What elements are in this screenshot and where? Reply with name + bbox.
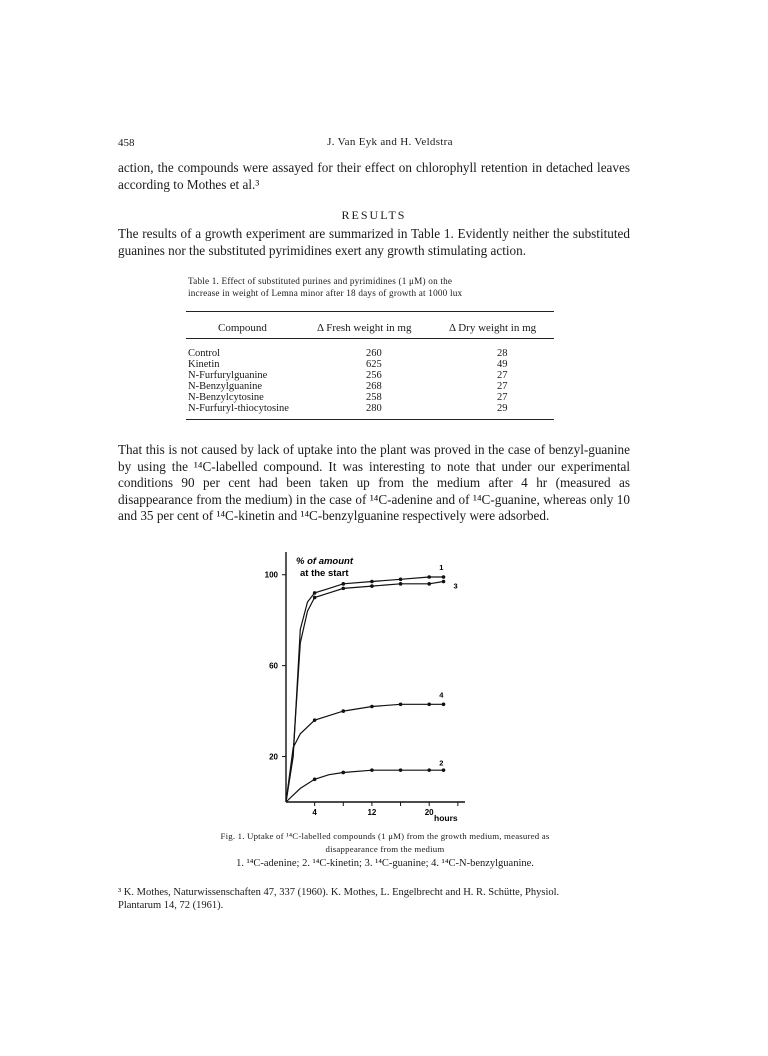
table-cell: 28 [497, 348, 508, 359]
y-tick-label: 60 [269, 661, 278, 671]
table-header-dry: Δ Dry weight in mg [449, 322, 537, 334]
table-cell: 280 [366, 403, 382, 415]
x-tick-label: 4 [312, 808, 317, 817]
table-caption-line: Table 1. Effect of substituted purines and pyrimidines (1 μM) on the [188, 276, 453, 286]
series-line-2 [286, 770, 444, 802]
data-point-1 [341, 582, 345, 586]
figure-legend: 1. ¹⁴C-adenine; 2. ¹⁴C-kinetin; 3. ¹⁴C-guanine; 4. ¹⁴C-N-benzylguanine. [236, 858, 534, 869]
figure-caption-line: Fig. 1. Uptake of ¹⁴C-labelled compounds (1 μM) from the growth medium, measured as [220, 831, 550, 841]
figure-caption [120, 830, 650, 855]
data-point-4 [399, 702, 403, 706]
table-cell: N-Benzylcytosine [188, 392, 264, 404]
table-cell: 256 [366, 370, 382, 382]
y-tick-label: 100 [264, 570, 278, 580]
series-label-3: 3 [453, 581, 458, 591]
table-cell: 27 [497, 392, 508, 404]
table-cell: N-Furfuryl-thiocytosine [188, 403, 289, 415]
data-point-1 [442, 575, 446, 579]
table-cell: 49 [497, 359, 508, 371]
figure-ylabel-line2: at the start [300, 568, 349, 579]
table-cell: 268 [366, 381, 382, 393]
paragraph-intro: action, the compounds were assayed for their effect on chlorophyll retention in detached leaves according to Mothes et al.³ [118, 160, 630, 192]
running-head: J. Van Eyk and H. Veldstra [327, 136, 453, 148]
table-rule-mid [186, 338, 554, 339]
table-header-fresh: Δ Fresh weight in mg [317, 322, 412, 334]
data-point-1 [313, 591, 317, 595]
table-cell: Kinetin [188, 359, 220, 371]
figure-uptake-chart [240, 548, 500, 828]
data-point-3 [427, 582, 431, 586]
table-rule-top [186, 311, 554, 312]
data-point-3 [341, 587, 345, 591]
x-tick-label: 20 [424, 808, 434, 817]
series-line-1 [286, 577, 444, 802]
data-point-3 [370, 584, 374, 588]
table-cell: 260 [366, 348, 382, 359]
footnote-line: ³ K. Mothes, Naturwissenschaften 47, 337 (1960). K. Mothes, L. Engelbrecht and H. R. Schütte, Physiol. [118, 887, 560, 898]
footnote [118, 886, 638, 912]
data-point-4 [313, 718, 317, 722]
data-point-3 [313, 596, 317, 600]
data-point-2 [427, 768, 431, 772]
table-cell: N-Furfurylguanine [188, 370, 268, 382]
data-point-1 [427, 575, 431, 579]
figure-caption-line: disappearance from the medium [325, 843, 445, 854]
table-rule-bottom [186, 419, 554, 420]
table-cell: N-Benzylguanine [188, 381, 263, 393]
data-point-4 [341, 709, 345, 713]
data-point-2 [442, 768, 446, 772]
data-point-1 [370, 580, 374, 584]
paragraph-uptake: That this is not caused by lack of uptake into the plant was proved in the case of benzyl-guanine by using the ¹⁴C-labelled compound. It was interesting to note that under our experimental conditions 90 per cent had been taken up from the medium after 4 hr (measured as disappearance from the medium) in the case of ¹⁴C-adenine and of ¹⁴C-guanine, whereas only 10 and 35 per cent of ¹⁴C-kinetin and ¹⁴C-benzylguanine respectively were adsorbed. [118, 442, 630, 523]
table-column-dry [497, 348, 508, 415]
data-point-2 [341, 771, 345, 775]
data-point-1 [399, 577, 403, 581]
figure-xunit: hours [434, 813, 458, 823]
paragraph-results: The results of a growth experiment are summarized in Table 1. Evidently neither the substituted guanines nor the substituted pyrimidines exert any growth stimulating action. [118, 226, 630, 258]
table-column-fresh [366, 348, 382, 415]
data-point-2 [313, 777, 317, 781]
data-point-3 [399, 582, 403, 586]
series-line-4 [286, 704, 444, 802]
series-label-2: 2 [439, 758, 444, 768]
footnote-line: Plantarum 14, 72 (1961). [118, 900, 224, 911]
table-cell: Control [188, 348, 221, 359]
series-label-1: 1 [439, 563, 444, 573]
chart-plot-area [265, 552, 465, 817]
section-heading: RESULTS [341, 208, 407, 222]
data-point-2 [370, 768, 374, 772]
data-point-3 [442, 580, 446, 584]
series-line-3 [286, 582, 444, 803]
table-caption [188, 275, 558, 299]
table-cell: 625 [366, 359, 382, 371]
table-cell: 29 [497, 403, 508, 415]
table-cell: 258 [366, 392, 382, 404]
table-cell: 27 [497, 381, 508, 393]
table-cell: 27 [497, 370, 508, 382]
x-tick-label: 12 [367, 808, 377, 817]
data-point-2 [399, 768, 403, 772]
data-point-4 [442, 702, 446, 706]
series-label-4: 4 [439, 690, 444, 700]
table-header-compound: Compound [218, 322, 267, 334]
data-point-4 [427, 702, 431, 706]
y-tick-label: 20 [269, 752, 278, 762]
table-caption-line: increase in weight of Lemna minor after 18 days of growth at 1000 lux [188, 288, 463, 298]
data-point-4 [370, 705, 374, 709]
page-number: 458 [118, 137, 135, 149]
figure-ylabel-line1: % of amount [296, 556, 353, 567]
table-column-compound [188, 348, 289, 415]
